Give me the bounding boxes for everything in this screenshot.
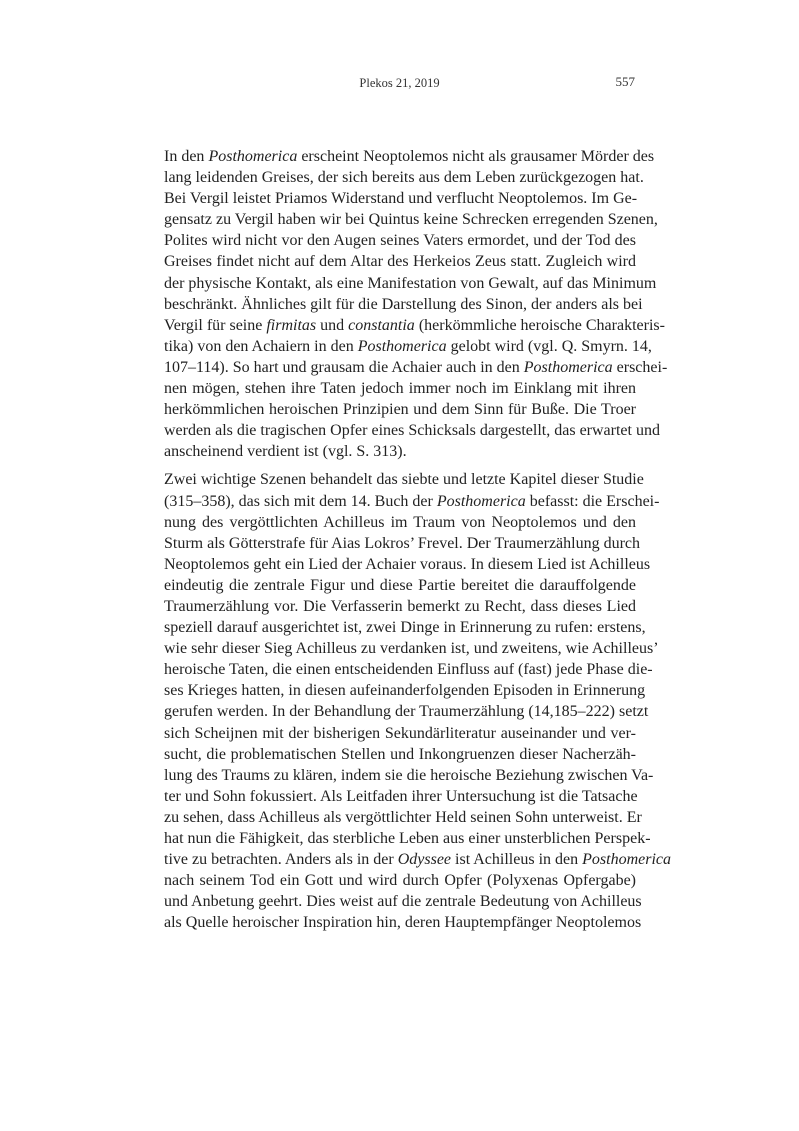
text-line <box>164 554 651 575</box>
text-segment: nung des vergöttlichten Achilleus im Traum von Neoptolemos und den <box>164 513 636 531</box>
text-segment: der physische Kontakt, als eine Manifestation von Gewalt, auf das Minimum <box>164 274 657 292</box>
text-segment: erschei- <box>612 358 668 376</box>
text-segment: und Anbetung geehrt. Dies weist auf die zentrale Bedeutung von Achilleus <box>164 893 642 911</box>
text-segment: speziell darauf ausgerichtet ist, zwei Dinge in Erinnerung zu rufen: erstens, <box>164 619 646 637</box>
text-line <box>164 659 653 680</box>
text-segment: Vergil für seine <box>164 316 267 334</box>
text-segment: (herkömmliche heroische Charakteris- <box>414 316 665 334</box>
italic-title: Posthomerica <box>523 358 613 376</box>
text-segment: werden als die tragischen Opfer eines Schicksals dargestellt, das erwartet und <box>164 422 660 440</box>
text-line <box>164 807 642 828</box>
text-segment: wie sehr dieser Sieg Achilleus zu verdanken ist, und zweitens, wie Achilleus’ <box>164 640 659 658</box>
text-line <box>164 167 644 188</box>
text-segment: lang leidenden Greises, der sich bereits aus dem Leben zurückgezogen hat. <box>164 169 644 187</box>
text-line <box>164 378 636 399</box>
text-segment: erscheint Neoptolemos nicht als grausamer Mörder des <box>297 148 655 165</box>
text-line <box>164 336 652 357</box>
text-segment: (315–358), das sich mit dem 14. Buch der <box>164 492 437 510</box>
text-segment: 107–114). So hart und grausam die Achaier auch in den <box>164 358 524 376</box>
italic-title: Posthomerica <box>582 851 671 869</box>
text-line <box>164 230 636 251</box>
page-number: 557 <box>615 74 635 89</box>
text-segment: lung des Traums zu klären, indem sie die heroische Beziehung zwischen Va- <box>164 766 654 784</box>
text-line <box>164 469 644 490</box>
text-segment: Polites wird nicht vor den Augen seines Vaters ermordet, und der Tod des <box>164 232 636 250</box>
text-segment: beschränkt. Ähnliches gilt für die Darstellung des Sinon, der anders als bei <box>164 295 643 313</box>
text-line <box>164 617 646 638</box>
text-segment: gelobt wird (vgl. Q. Smyrn. 14, <box>446 337 652 355</box>
running-head <box>0 74 799 94</box>
text-line <box>164 849 671 870</box>
text-segment: Traumerzählung vor. Die Verfasserin bemerkt zu Recht, dass dieses Lied <box>164 597 636 615</box>
text-segment: nen mögen, stehen ihre Taten jedoch immer noch im Einklang mit ihren <box>164 380 636 398</box>
text-line <box>164 512 636 533</box>
italic-title: Posthomerica <box>436 492 526 510</box>
text-line <box>164 420 660 441</box>
text-line <box>164 912 642 933</box>
text-line <box>164 251 636 272</box>
text-line <box>164 786 636 807</box>
paragraph-2 <box>164 469 671 933</box>
text-line <box>164 596 636 617</box>
text-line <box>164 765 654 786</box>
italic-title: Posthomerica <box>208 148 298 165</box>
text-segment: befasst: die Erschei- <box>525 492 660 510</box>
text-segment: tive zu betrachten. Anders als in der <box>164 851 398 869</box>
text-line <box>164 575 636 596</box>
text-segment: sucht, die problematischen Stellen und Inkongruenzen dieser Nacherzäh- <box>164 745 636 763</box>
text-segment: Bei Vergil leistet Priamos Widerstand und verflucht Neoptolemos. Im Ge- <box>164 190 638 208</box>
text-segment: Greises findet nicht auf dem Altar des Herkeios Zeus statt. Zugleich wird <box>164 253 636 271</box>
body-text <box>164 146 671 933</box>
text-segment: heroische Taten, die einen entscheidenden Einfluss auf (fast) jede Phase die- <box>164 661 653 679</box>
text-segment: zu sehen, dass Achilleus als vergöttlichter Held seinen Sohn unterweist. Er <box>164 808 642 826</box>
text-segment: gensatz zu Vergil haben wir bei Quintus keine Schrecken erregenden Szenen, <box>164 211 658 229</box>
text-line <box>164 701 649 722</box>
text-segment: und <box>316 316 349 334</box>
text-line <box>164 891 642 912</box>
text-line <box>164 533 641 554</box>
text-segment: hat nun die Fähigkeit, das sterbliche Leben aus einer unsterblichen Perspek- <box>164 830 651 847</box>
text-segment: tika) von den Achaiern in den <box>164 337 358 355</box>
text-segment: anscheinend verdient ist (vgl. S. 313). <box>164 443 407 461</box>
text-segment: nach seinem Tod ein Gott und wird durch Opfer (Polyxenas Opfergabe) <box>164 872 636 890</box>
text-segment: Neoptolemos geht ein Lied der Achaier voraus. In diesem Lied ist Achilleus <box>164 555 651 573</box>
text-line <box>164 441 636 462</box>
text-segment: eindeutig die zentrale Figur und diese Partie bereitet die darauffolgende <box>164 576 636 594</box>
text-line <box>164 146 655 167</box>
text-line <box>164 744 636 765</box>
text-line <box>164 870 636 891</box>
text-line <box>164 209 658 230</box>
italic-title: firmitas <box>266 316 317 334</box>
text-line <box>164 357 668 378</box>
text-line <box>164 188 636 209</box>
text-line <box>164 638 659 659</box>
text-segment: ses Krieges hatten, in diesen aufeinanderfolgenden Episoden in Erinnerung <box>164 682 646 700</box>
text-segment: gerufen werden. In der Behandlung der Traumerzählung (14,185–222) setzt <box>164 703 649 721</box>
text-segment: sich Scheijnen mit der bisherigen Sekundärliteratur auseinander und ver- <box>164 724 636 742</box>
text-line <box>164 294 643 315</box>
paragraph-1 <box>164 146 668 462</box>
text-line <box>164 680 646 701</box>
text-line <box>164 491 660 512</box>
text-line <box>164 723 636 744</box>
text-segment: In den <box>164 148 209 165</box>
italic-title: Odyssee <box>397 851 452 869</box>
italic-title: Posthomerica <box>357 337 447 355</box>
text-line <box>164 399 636 420</box>
text-line <box>164 828 651 849</box>
text-line <box>164 315 665 336</box>
text-segment: herkömmlichen heroischen Prinzipien und dem Sinn für Buße. Die Troer <box>164 401 636 419</box>
text-segment: Sturm als Götterstrafe für Aias Lokros’ Frevel. Der Traumerzählung durch <box>164 534 641 552</box>
text-line <box>164 273 657 294</box>
text-segment: als Quelle heroischer Inspiration hin, deren Hauptempfänger Neoptolemos <box>164 914 642 932</box>
journal-citation: Plekos 21, 2019 <box>359 76 440 90</box>
text-segment: Zwei wichtige Szenen behandelt das siebte und letzte Kapitel dieser Studie <box>164 471 644 489</box>
text-segment: ter und Sohn fokussiert. Als Leitfaden ihrer Untersuchung ist die Tatsache <box>164 787 638 805</box>
italic-title: constantia <box>348 316 415 334</box>
text-segment: ist Achilleus in den <box>451 851 583 869</box>
